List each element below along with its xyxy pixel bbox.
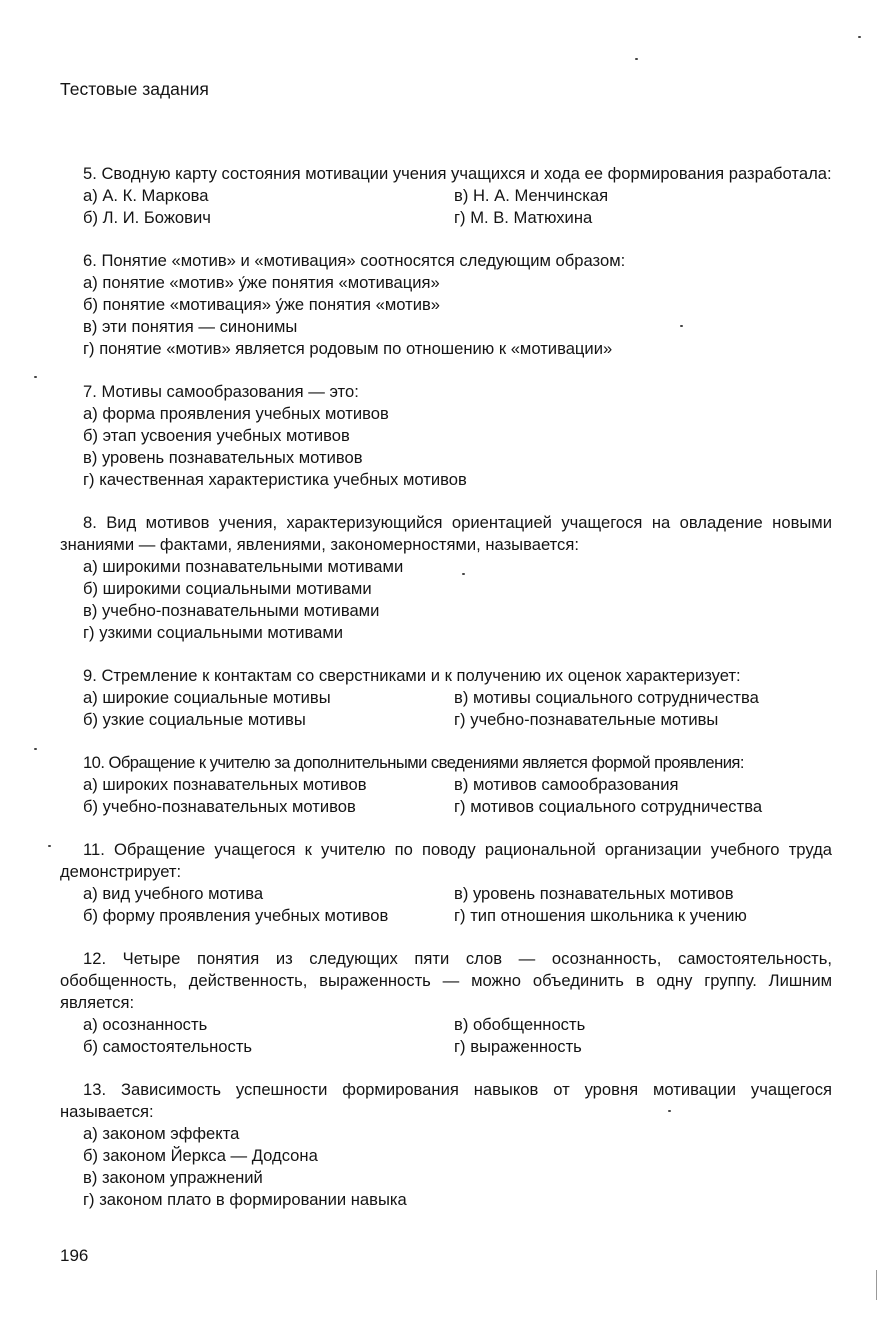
scan-speck (462, 573, 465, 575)
question-stem: 7. Мотивы самообразования — это: (83, 382, 359, 401)
page-number: 196 (60, 1246, 89, 1265)
answer-option: б) узкие социальные мотивы (83, 710, 306, 729)
answer-option: г) мотивов социального сотрудничества (454, 797, 763, 816)
answer-options (60, 1123, 832, 1211)
scan-edge-line (876, 1270, 877, 1300)
answer-option: в) уровень познавательных мотивов (454, 884, 734, 903)
answer-option: в) мотивов самообразования (454, 775, 679, 794)
answer-option: а) форма проявления учебных мотивов (83, 404, 389, 423)
question-stem: 6. Понятие «мотив» и «мотивация» соотносятся следующим образом: (83, 251, 626, 270)
answer-option: а) вид учебного мотива (83, 884, 264, 903)
answer-option: в) уровень познавательных мотивов (83, 448, 363, 467)
answer-option: г) качественная характеристика учебных мотивов (83, 470, 467, 489)
answer-option: г) узкими социальными мотивами (83, 623, 344, 642)
question-stem: 8. Вид мотивов учения, характеризующийся ориентацией учащегося на овладение новыми знаниями — фактами, явлениями, закономерностями, называется: (60, 513, 832, 554)
answer-option: в) учебно-познавательными мотивами (83, 601, 380, 620)
answer-option: б) форму проявления учебных мотивов (83, 906, 389, 925)
answer-options (60, 272, 832, 360)
answer-option: г) учебно-познавательные мотивы (454, 710, 719, 729)
answer-option: г) законом плато в формировании навыка (83, 1190, 407, 1209)
scan-speck (34, 376, 37, 378)
scan-speck (858, 36, 861, 38)
answer-option: а) законом эффекта (83, 1124, 240, 1143)
question-stem: 10. Обращение к учителю за дополнительными сведениями является формой проявления: (83, 753, 744, 772)
question-12 (60, 948, 832, 1058)
scan-speck (668, 1110, 671, 1112)
answer-options (60, 687, 832, 731)
question-5 (60, 163, 832, 229)
scan-speck (680, 325, 683, 327)
answer-option: а) широких познавательных мотивов (83, 775, 367, 794)
question-9 (60, 665, 832, 731)
question-stem: 9. Стремление к контактам со сверстниками и к получению их оценок характеризует: (83, 666, 741, 685)
answer-option: г) выраженность (454, 1037, 582, 1056)
answer-options (60, 883, 832, 927)
answer-option: г) понятие «мотив» является родовым по отношению к «мотивации» (83, 339, 613, 358)
question-list (60, 163, 832, 1232)
question-11 (60, 839, 832, 927)
answer-option: б) понятие «мотивация» у́же понятия «мотив» (83, 295, 441, 314)
question-7 (60, 381, 832, 491)
answer-option: в) законом упражнений (83, 1168, 263, 1187)
answer-options (60, 774, 832, 818)
answer-options (60, 1014, 832, 1058)
answer-option: б) Л. И. Божович (83, 208, 211, 227)
section-header: Тестовые задания (60, 79, 209, 99)
answer-option: б) самостоятельность (83, 1037, 253, 1056)
answer-option: в) обобщенность (454, 1015, 586, 1034)
answer-options (60, 556, 832, 644)
answer-option: г) тип отношения школьника к учению (454, 906, 747, 925)
answer-option: а) широкими познавательными мотивами (83, 557, 404, 576)
answer-option: б) учебно-познавательных мотивов (83, 797, 356, 816)
answer-option: а) широкие социальные мотивы (83, 688, 331, 707)
question-8 (60, 512, 832, 644)
question-6 (60, 250, 832, 360)
question-stem: 11. Обращение учащегося к учителю по поводу рациональной организации учебного труда демонстрирует: (60, 840, 832, 881)
scan-speck (635, 58, 638, 60)
answer-option: б) законом Йеркса — Додсона (83, 1146, 318, 1165)
answer-options (60, 185, 832, 229)
question-13 (60, 1079, 832, 1211)
answer-options (60, 403, 832, 491)
question-stem: 5. Сводную карту состояния мотивации учения учащихся и хода ее формирования разработала: (83, 164, 832, 183)
answer-option: в) Н. А. Менчинская (454, 186, 609, 205)
scan-speck (48, 845, 51, 847)
scan-speck (34, 748, 37, 750)
answer-option: в) мотивы социального сотрудничества (454, 688, 759, 707)
question-stem: 12. Четыре понятия из следующих пяти слов — осознанность, самостоятельность, обобщенность, действенность, выраженность — можно объединить в одну группу. Лишним является: (60, 949, 832, 1012)
answer-option: б) этап усвоения учебных мотивов (83, 426, 350, 445)
question-10 (60, 752, 832, 818)
answer-option: а) А. К. Маркова (83, 186, 209, 205)
question-stem: 13. Зависимость успешности формирования навыков от уровня мотивации учащегося называется: (60, 1080, 832, 1121)
answer-option: а) понятие «мотив» у́же понятия «мотивация» (83, 273, 440, 292)
answer-option: в) эти понятия — синонимы (83, 317, 298, 336)
answer-option: б) широкими социальными мотивами (83, 579, 372, 598)
answer-option: а) осознанность (83, 1015, 208, 1034)
answer-option: г) М. В. Матюхина (454, 208, 593, 227)
